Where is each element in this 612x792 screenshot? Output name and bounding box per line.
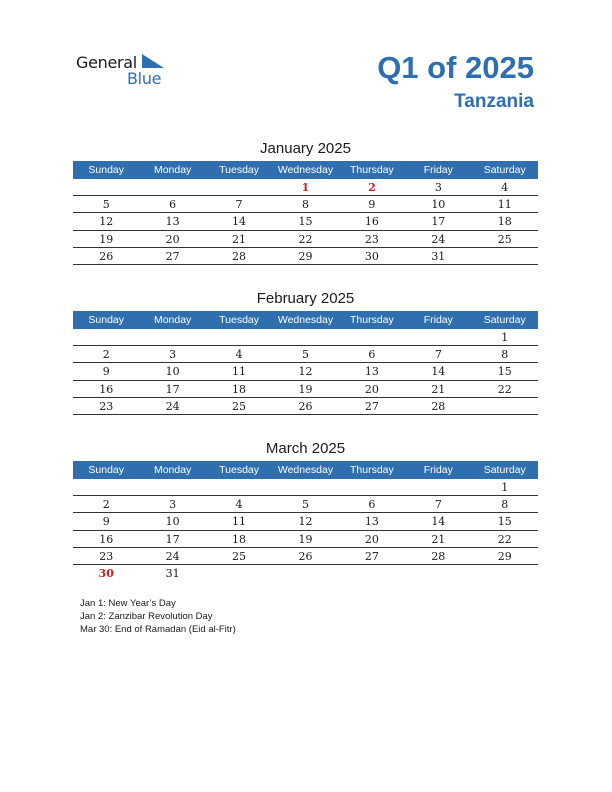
day-cell: 24 [165,399,180,413]
week-row [73,381,538,398]
day-cell [339,329,405,345]
day-cell: 17 [165,532,180,546]
day-cell: 24 [431,232,446,246]
day-cell: 18 [232,532,247,546]
month-title: March 2025 [265,440,346,457]
logo-text-blue: Blue [127,69,162,88]
weekday-label: Sunday [88,314,125,326]
weekday-label: Saturday [483,464,526,476]
day-cell [405,479,471,495]
day-cell: 4 [235,498,243,512]
day-cell: 21 [431,532,446,546]
day-cell: 30 [98,566,114,580]
day-cell: 25 [232,399,247,413]
day-cell: 7 [434,348,442,362]
day-cell: 5 [301,348,309,362]
day-cell: 28 [232,249,247,263]
day-cell: 5 [301,498,309,512]
day-cell: 6 [169,198,177,212]
day-cell [472,248,538,264]
week-row [73,231,538,248]
day-cell: 21 [431,382,446,396]
day-cell: 31 [431,249,446,263]
month-calendar-march [73,438,538,582]
day-cell: 20 [165,232,180,246]
day-cell: 2 [368,181,376,194]
day-cell [272,329,338,345]
day-cell [206,565,272,582]
day-cell: 13 [364,365,379,379]
day-cell: 2 [102,348,110,362]
week-row [73,531,538,548]
day-cell [206,329,272,345]
day-cell: 1 [301,181,310,194]
day-cell: 9 [368,198,376,212]
day-cell: 8 [501,498,509,512]
day-cell: 18 [497,215,512,229]
day-cell [472,398,538,414]
month-title: February 2025 [256,290,355,307]
day-cell: 3 [169,498,177,512]
country-name: Tanzania [454,91,534,112]
weekday-label: Wednesday [277,314,334,326]
day-cell: 17 [165,382,180,396]
holiday-notes [80,597,236,636]
day-cell: 5 [102,198,110,212]
day-cell: 7 [434,498,442,512]
weekday-header [73,161,538,179]
day-cell [206,479,272,495]
day-cell [73,179,139,195]
weekday-label: Monday [153,464,192,476]
day-cell: 12 [298,365,313,379]
weekday-label: Thursday [350,464,394,476]
day-cell: 14 [431,365,446,379]
day-cell [405,329,471,345]
day-cell: 29 [298,249,313,263]
day-cell: 6 [368,348,376,362]
holiday-note: Jan 1: New Year’s Day [80,598,176,609]
day-cell [472,565,538,582]
day-cell: 15 [497,515,512,529]
day-cell: 21 [232,232,247,246]
week-row [73,363,538,380]
weekday-label: Wednesday [277,464,334,476]
logo [76,53,176,89]
day-cell: 13 [165,215,180,229]
day-cell: 10 [431,198,446,212]
day-cell: 9 [102,365,110,379]
day-cell: 14 [232,215,247,229]
day-cell: 6 [368,498,376,512]
weekday-label: Friday [423,464,453,476]
weekday-label: Tuesday [219,164,259,176]
weekday-header [73,461,538,479]
day-cell: 25 [232,549,247,563]
holiday-note: Mar 30: End of Ramadan (Eid al-Fitr) [80,624,236,635]
day-cell: 23 [99,549,114,563]
weekday-label: Monday [153,314,192,326]
day-cell [206,179,272,195]
day-cell: 12 [298,515,313,529]
week-row [73,479,538,496]
day-cell: 22 [497,382,512,396]
day-cell: 3 [434,181,442,194]
day-cell: 25 [497,232,512,246]
day-cell: 8 [501,348,509,362]
day-cell [139,329,205,345]
day-cell [272,479,338,495]
week-row [73,496,538,513]
day-cell: 27 [364,399,379,413]
weekday-label: Sunday [88,464,125,476]
week-row [73,196,538,213]
week-row [73,346,538,363]
day-cell: 26 [99,249,114,263]
page-title: Q1 of 2025 [377,50,534,85]
day-cell: 23 [99,399,114,413]
logo-triangle-icon [142,54,164,68]
holiday-note: Jan 2: Zanzibar Revolution Day [80,611,213,622]
day-cell [272,565,338,582]
day-cell: 11 [232,365,247,379]
day-cell: 23 [364,232,379,246]
day-cell: 3 [169,348,177,362]
weekday-label: Saturday [483,314,526,326]
week-row [73,329,538,346]
weekday-label: Thursday [350,164,394,176]
day-cell: 7 [235,198,243,212]
day-cell: 2 [102,498,110,512]
day-cell: 28 [431,549,446,563]
day-cell: 19 [99,232,114,246]
weekday-label: Monday [153,164,192,176]
day-cell [73,329,139,345]
day-cell: 14 [431,515,446,529]
day-cell: 18 [232,382,247,396]
day-cell: 12 [99,215,114,229]
weekday-label: Wednesday [277,164,334,176]
day-cell: 31 [165,566,180,580]
day-cell: 29 [497,549,512,563]
logo-text-general: General [76,53,137,72]
day-cell: 8 [301,198,309,212]
day-cell: 19 [298,382,313,396]
day-cell: 19 [298,532,313,546]
day-cell: 26 [298,549,313,563]
day-cell [405,565,471,582]
day-cell: 13 [364,515,379,529]
day-cell [73,479,139,495]
day-cell: 9 [102,515,110,529]
month-title: January 2025 [260,140,351,157]
day-cell: 16 [99,382,114,396]
day-cell: 20 [364,532,379,546]
day-cell: 4 [235,348,243,362]
week-row [73,248,538,265]
day-cell: 11 [497,198,512,212]
day-cell: 11 [232,515,247,529]
day-cell: 22 [298,232,313,246]
week-row [73,513,538,530]
day-cell: 27 [364,549,379,563]
day-cell: 30 [364,249,379,263]
weekday-header [73,311,538,329]
day-cell: 15 [497,365,512,379]
day-cell: 27 [165,249,180,263]
day-cell [339,565,405,582]
month-calendar-january [73,138,538,265]
weekday-label: Tuesday [219,314,259,326]
day-cell: 16 [364,215,379,229]
day-cell: 28 [431,399,446,413]
day-cell: 20 [364,382,379,396]
week-row [73,398,538,415]
day-cell [139,179,205,195]
weekday-label: Thursday [350,314,394,326]
day-cell [339,479,405,495]
week-row [73,213,538,230]
day-cell: 16 [99,532,114,546]
weekday-label: Friday [423,164,453,176]
day-cell: 17 [431,215,446,229]
week-row [73,179,538,196]
week-row [73,565,538,582]
day-cell [139,479,205,495]
day-cell: 10 [165,515,180,529]
weekday-label: Saturday [483,164,526,176]
month-calendar-february [73,288,538,415]
weekday-label: Tuesday [219,464,259,476]
week-row [73,548,538,565]
weekday-label: Friday [423,314,453,326]
day-cell: 4 [501,181,509,194]
day-cell: 22 [497,532,512,546]
day-cell: 26 [298,399,313,413]
day-cell: 10 [165,365,180,379]
weekday-label: Sunday [88,164,125,176]
day-cell: 1 [501,481,509,494]
day-cell: 15 [298,215,313,229]
day-cell: 1 [501,331,509,344]
day-cell: 24 [165,549,180,563]
